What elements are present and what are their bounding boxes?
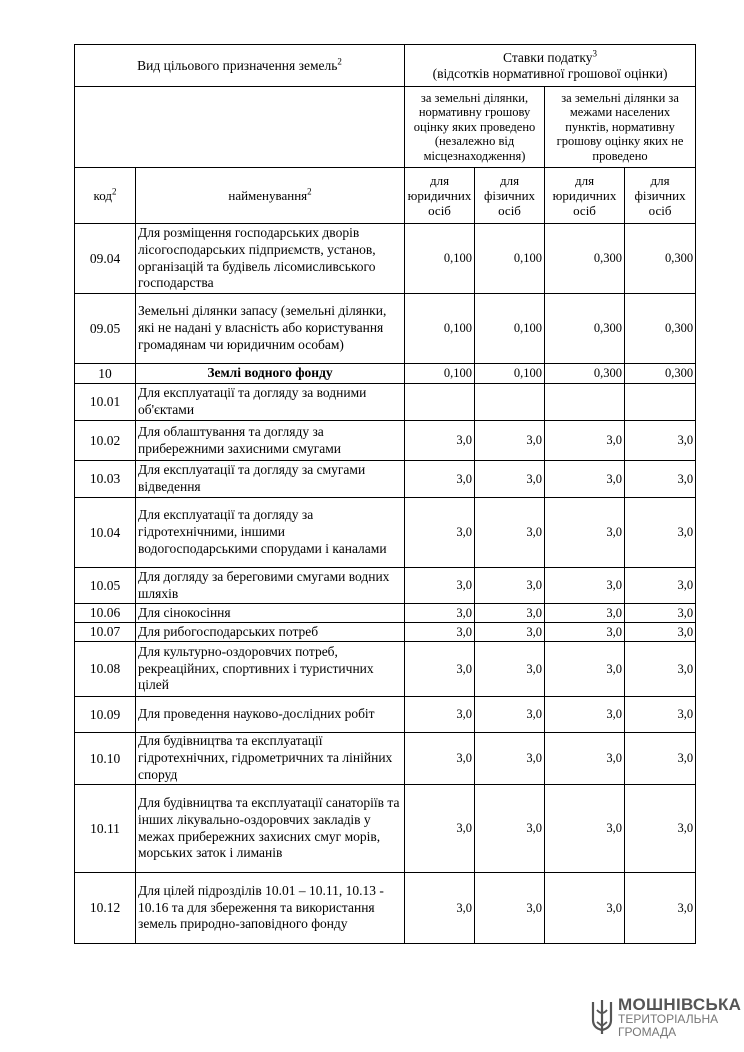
rate-physical-unvalued: 3,0	[625, 733, 696, 785]
row-name: Для будівництва та експлуатації санаторіїв та інших лікувально-оздоровчих закладів у межах прибережних захисних смуг морів, морських заток і лиманів	[136, 785, 405, 873]
row-name: Для будівництва та експлуатації гідротехнічних, гідрометричних та лінійних споруд	[136, 733, 405, 785]
rate-physical-unvalued: 0,300	[625, 294, 696, 364]
row-name: Землі водного фонду	[136, 364, 405, 384]
rate-legal-unvalued: 0,300	[545, 224, 625, 294]
row-code: 09.05	[75, 294, 136, 364]
row-code: 10.10	[75, 733, 136, 785]
table-row	[75, 498, 696, 568]
rate-legal-unvalued: 3,0	[545, 498, 625, 568]
row-name: Для догляду за береговими смугами водних шляхів	[136, 568, 405, 604]
table-row	[75, 697, 696, 733]
row-name: Для експлуатації та догляду за гідротехнічними, іншими водогосподарськими спорудами і каналами	[136, 498, 405, 568]
logo-line-2: ТЕРИТОРІАЛЬНА	[618, 1012, 719, 1026]
rate-physical-valued: 3,0	[475, 785, 545, 873]
rate-physical-unvalued: 3,0	[625, 623, 696, 642]
purpose-type-header: Вид цільового призначення земель$^2$	[75, 45, 405, 87]
table-row	[75, 623, 696, 642]
logo-line-1: МОШНІВСЬКА	[618, 995, 742, 1014]
row-name: Для експлуатації та догляду за смугами відведення	[136, 461, 405, 498]
rate-physical-valued: 3,0	[475, 623, 545, 642]
rate-legal-valued: 3,0	[405, 697, 475, 733]
rate-legal-valued: 3,0	[405, 604, 475, 623]
rate-legal-unvalued	[545, 384, 625, 421]
rate-physical-unvalued: 3,0	[625, 498, 696, 568]
rate-legal-unvalued: 3,0	[545, 785, 625, 873]
rate-physical-unvalued: 3,0	[625, 873, 696, 944]
rate-physical-unvalued: 3,0	[625, 604, 696, 623]
rate-physical-valued	[475, 384, 545, 421]
empty-header-cell	[75, 87, 405, 168]
rate-legal-valued: 3,0	[405, 623, 475, 642]
rate-legal-valued: 0,100	[405, 364, 475, 384]
legal-entities-header-2: для юридичних осіб	[545, 168, 625, 224]
name-header: найменування$^2$	[136, 168, 405, 224]
table-row	[75, 785, 696, 873]
rate-physical-unvalued: 0,300	[625, 364, 696, 384]
rate-legal-unvalued: 3,0	[545, 697, 625, 733]
rate-physical-unvalued: 0,300	[625, 224, 696, 294]
table-row	[75, 421, 696, 461]
rate-legal-unvalued: 0,300	[545, 364, 625, 384]
row-name: Для цілей підрозділів 10.01 – 10.11, 10.13 - 10.16 та для збереження та використання земель природно-заповідного фонду	[136, 873, 405, 944]
row-code: 10.03	[75, 461, 136, 498]
rate-physical-valued: 3,0	[475, 873, 545, 944]
rate-physical-valued: 3,0	[475, 604, 545, 623]
rate-legal-valued: 3,0	[405, 498, 475, 568]
rate-legal-valued: 3,0	[405, 461, 475, 498]
table-row	[75, 461, 696, 498]
table-row	[75, 604, 696, 623]
rate-physical-unvalued: 3,0	[625, 568, 696, 604]
rate-physical-unvalued: 3,0	[625, 785, 696, 873]
row-code: 10.08	[75, 642, 136, 697]
table-row	[75, 294, 696, 364]
group-valued-header: за земельні ділянки, нормативну грошову оцінку яких проведено (незалежно від місцезнаходження)	[405, 87, 545, 168]
rate-physical-unvalued	[625, 384, 696, 421]
table-row	[75, 733, 696, 785]
row-code: 10	[75, 364, 136, 384]
rate-legal-valued: 0,100	[405, 294, 475, 364]
row-name: Для рибогосподарських потреб	[136, 623, 405, 642]
table-row	[75, 364, 696, 384]
rate-physical-valued: 3,0	[475, 733, 545, 785]
rate-physical-valued: 3,0	[475, 421, 545, 461]
rate-physical-unvalued: 3,0	[625, 697, 696, 733]
logo-line-3: ГРОМАДА	[618, 1025, 677, 1039]
rate-physical-valued: 3,0	[475, 697, 545, 733]
table-row	[75, 873, 696, 944]
row-name: Для проведення науково-дослідних робіт	[136, 697, 405, 733]
row-name: Для культурно-оздоровчих потреб, рекреаційних, спортивних і туристичних цілей	[136, 642, 405, 697]
rate-physical-valued: 3,0	[475, 568, 545, 604]
rate-physical-unvalued: 3,0	[625, 421, 696, 461]
row-code: 10.09	[75, 697, 136, 733]
row-code: 10.01	[75, 384, 136, 421]
rate-legal-unvalued: 3,0	[545, 568, 625, 604]
individuals-header-2: для фізичних осіб	[625, 168, 696, 224]
rate-legal-valued: 3,0	[405, 642, 475, 697]
row-code: 10.12	[75, 873, 136, 944]
row-code: 10.06	[75, 604, 136, 623]
row-name: Земельні ділянки запасу (земельні ділянки, які не надані у власність або користування громадянам чи юридичним особам)	[136, 294, 405, 364]
row-code: 09.04	[75, 224, 136, 294]
rate-legal-unvalued: 3,0	[545, 421, 625, 461]
rate-physical-unvalued: 3,0	[625, 642, 696, 697]
trident-emblem-icon	[590, 998, 614, 1038]
rate-legal-valued: 3,0	[405, 568, 475, 604]
rate-legal-valued: 0,100	[405, 224, 475, 294]
rate-physical-unvalued: 3,0	[625, 461, 696, 498]
row-name: Для експлуатації та догляду за водними об'єктами	[136, 384, 405, 421]
row-code: 10.02	[75, 421, 136, 461]
rate-legal-unvalued: 3,0	[545, 623, 625, 642]
header-row-groups	[75, 87, 696, 168]
rate-legal-unvalued: 3,0	[545, 873, 625, 944]
table-row	[75, 384, 696, 421]
row-name: Для сінокосіння	[136, 604, 405, 623]
rate-legal-unvalued: 3,0	[545, 461, 625, 498]
logo-wordmark	[618, 996, 741, 1039]
rate-legal-valued: 3,0	[405, 785, 475, 873]
row-name: Для облаштування та догляду за прибережними захисними смугами	[136, 421, 405, 461]
tax-rates-table	[74, 44, 696, 944]
code-header: код$^2$	[75, 168, 136, 224]
header-row-columns	[75, 168, 696, 224]
row-code: 10.11	[75, 785, 136, 873]
rates-header: Ставки податку$^3$ (відсотків нормативної грошової оцінки)	[405, 45, 696, 87]
rate-legal-valued: 3,0	[405, 873, 475, 944]
row-code: 10.07	[75, 623, 136, 642]
table-row	[75, 224, 696, 294]
row-code: 10.04	[75, 498, 136, 568]
legal-entities-header-1: для юридичних осіб	[405, 168, 475, 224]
group-unvalued-header: за земельні ділянки за межами населених пунктів, нормативну грошову оцінку яких не проведено	[545, 87, 696, 168]
community-logo	[590, 995, 742, 1044]
rate-legal-unvalued: 3,0	[545, 642, 625, 697]
rate-legal-valued: 3,0	[405, 421, 475, 461]
rate-legal-unvalued: 0,300	[545, 294, 625, 364]
rate-physical-valued: 0,100	[475, 364, 545, 384]
rate-physical-valued: 3,0	[475, 642, 545, 697]
rate-legal-valued: 3,0	[405, 733, 475, 785]
rate-physical-valued: 0,100	[475, 294, 545, 364]
header-row-top	[75, 45, 696, 87]
rate-physical-valued: 3,0	[475, 498, 545, 568]
individuals-header-1: для фізичних осіб	[475, 168, 545, 224]
rate-legal-unvalued: 3,0	[545, 733, 625, 785]
rate-legal-valued	[405, 384, 475, 421]
rate-legal-unvalued: 3,0	[545, 604, 625, 623]
row-name: Для розміщення господарських дворів лісогосподарських підприємств, установ, організацій та будівель лісомисливського господарства	[136, 224, 405, 294]
rate-physical-valued: 3,0	[475, 461, 545, 498]
rate-physical-valued: 0,100	[475, 224, 545, 294]
row-code: 10.05	[75, 568, 136, 604]
table-row	[75, 568, 696, 604]
table-row	[75, 642, 696, 697]
